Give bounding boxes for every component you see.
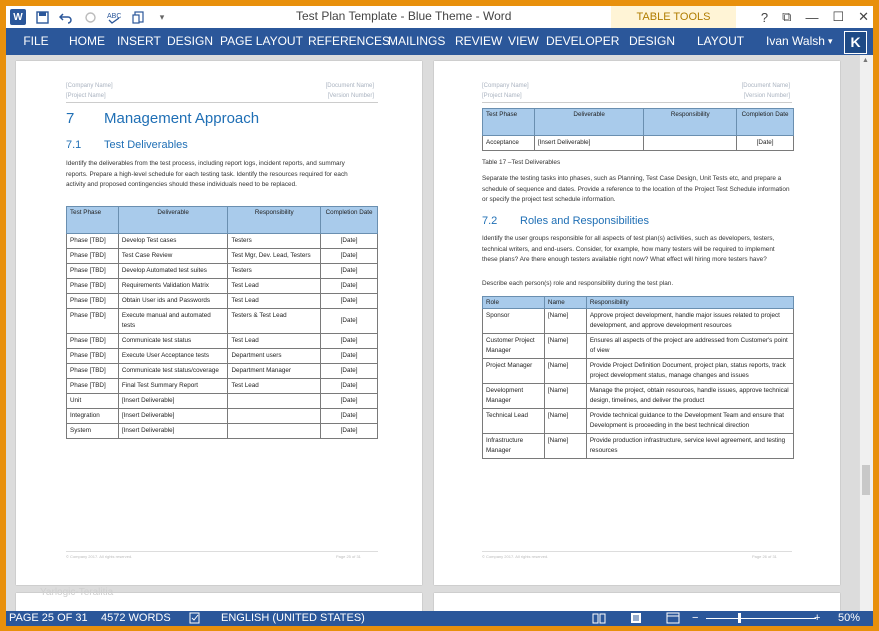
table-row — [67, 379, 378, 394]
table-row — [483, 434, 794, 459]
deliverables-table — [66, 206, 378, 439]
heading-number: 7 — [66, 110, 75, 127]
tab-page-layout[interactable]: PAGE LAYOUT — [220, 34, 303, 48]
table-cell[interactable]: Testers & Test Lead — [228, 309, 321, 334]
quick-access-toolbar — [6, 6, 170, 28]
header-document-name: [Document Name] — [325, 83, 374, 89]
paragraph-schedule: Separate the testing tasks into phases, such as Planning, Test Case Design, Unit Tests etc, and prepare a schedule of sequence and dates. Provide a reference to the location of the Project Test Schedule information or specify the project test schedule information. — [482, 175, 790, 203]
table-row — [67, 394, 378, 409]
table-cell[interactable]: Development Manager — [483, 384, 545, 409]
deliverables-table-body — [483, 136, 794, 151]
table-cell[interactable]: [Insert Deliverable] — [118, 424, 228, 439]
table-cell[interactable]: Develop Automated test suites — [118, 264, 228, 279]
paragraph-describe-roles: Describe each person(s) role and responsibility during the test plan. — [482, 280, 674, 287]
deliverables-table-body — [67, 234, 378, 439]
minimize-icon[interactable]: — — [805, 9, 819, 25]
zoom-slider[interactable] — [706, 618, 816, 619]
table-cell[interactable] — [644, 136, 737, 151]
heading-management-approach: Management Approach — [104, 110, 260, 127]
table-row — [67, 364, 378, 379]
header-version-number: [Version Number] — [743, 93, 790, 99]
table-caption: Table 17 –Test Deliverables — [482, 159, 561, 166]
tab-references[interactable]: REFERENCES — [308, 34, 391, 48]
help-icon[interactable]: ? — [760, 9, 769, 25]
subheading-test-deliverables: Test Deliverables — [104, 139, 188, 151]
proofing-icon[interactable] — [189, 612, 201, 626]
header-rule — [66, 102, 378, 103]
table-cell[interactable]: Department users — [228, 349, 321, 364]
header-company-name: [Company Name] — [66, 83, 113, 89]
subheading-number: 7.2 — [482, 215, 498, 227]
header-project-name: [Project Name] — [482, 93, 522, 99]
zoom-slider-handle[interactable] — [738, 613, 741, 623]
table-cell[interactable]: [Date] — [321, 379, 378, 394]
table-cell[interactable]: Requirements Validation Matrix — [118, 279, 228, 294]
table-row — [483, 409, 794, 434]
table-row — [483, 309, 794, 334]
table-row — [67, 234, 378, 249]
header-rule — [482, 102, 792, 103]
tab-file[interactable]: FILE — [12, 28, 60, 55]
table-row — [67, 249, 378, 264]
print-layout-icon[interactable] — [630, 612, 642, 626]
table-cell[interactable]: Test Lead — [228, 294, 321, 309]
page-28-preview[interactable] — [434, 593, 840, 611]
footer-page-number: Page 25 of 31 — [336, 554, 361, 559]
table-cell[interactable]: Unit — [67, 394, 119, 409]
tab-insert[interactable]: INSERT — [117, 34, 161, 48]
tab-table-layout[interactable]: LAYOUT — [697, 34, 745, 48]
table-cell[interactable]: Phase [TBD] — [67, 294, 119, 309]
ribbon-display-icon[interactable]: ⧉ — [782, 9, 792, 24]
table-cell[interactable]: Phase [TBD] — [67, 349, 119, 364]
table-cell[interactable]: Phase [TBD] — [67, 234, 119, 249]
col-test-phase: Test Phase — [67, 207, 119, 234]
table-row — [67, 264, 378, 279]
window-title: Test Plan Template - Blue Theme - Word — [296, 9, 512, 23]
table-row — [67, 334, 378, 349]
table-cell[interactable]: Test Mgr, Dev. Lead, Testers — [228, 249, 321, 264]
table-row — [67, 409, 378, 424]
table-cell[interactable]: [Name] — [544, 359, 586, 384]
table-cell[interactable]: [Name] — [544, 334, 586, 359]
col-completion-date: Completion Date — [737, 109, 794, 136]
table-cell[interactable]: Test Lead — [228, 379, 321, 394]
table-cell[interactable] — [228, 409, 321, 424]
table-cell[interactable]: Phase [TBD] — [67, 309, 119, 334]
col-deliverable: Deliverable — [534, 109, 644, 136]
table-cell[interactable]: Obtain User ids and Passwords — [118, 294, 228, 309]
table-cell[interactable]: [Insert Deliverable] — [534, 136, 644, 151]
word-window — [6, 6, 873, 626]
zoom-level[interactable]: 50% — [838, 612, 861, 624]
watermark-text: Yarlogic-Teralitia — [40, 587, 114, 598]
table-cell[interactable]: Phase [TBD] — [67, 334, 119, 349]
table-cell[interactable]: Testers — [228, 264, 321, 279]
save-icon[interactable] — [34, 9, 50, 25]
table-cell[interactable]: [Date] — [321, 309, 378, 334]
zoom-out-button[interactable]: − — [692, 612, 699, 624]
table-cell[interactable]: Provide technical guidance to the Development Team and ensure that Development is proceeding in the best technical direction — [586, 409, 793, 434]
table-cell[interactable]: [Date] — [321, 349, 378, 364]
paragraph-deliverables: Identify the deliverables from the test process, including report logs, incident reports, and summary reports. Prepare a high-level schedule for each testing task. Identify the resources required for each activity and proposed contingencies should these individuals need to be replaced. — [66, 160, 348, 188]
redo-icon[interactable] — [82, 9, 98, 25]
status-bar — [6, 611, 873, 626]
user-name[interactable]: Ivan Walsh — [766, 34, 825, 48]
word-logo-icon: W — [10, 9, 26, 25]
table-cell[interactable] — [228, 424, 321, 439]
table-cell[interactable]: [Date] — [321, 264, 378, 279]
table-cell[interactable]: [Date] — [321, 394, 378, 409]
table-cell[interactable]: Phase [TBD] — [67, 264, 119, 279]
table-row — [67, 279, 378, 294]
table-cell[interactable]: Sponsor — [483, 309, 545, 334]
footer-rule — [66, 551, 378, 552]
header-document-name: [Document Name] — [741, 83, 790, 89]
document-workspace[interactable] — [6, 55, 873, 611]
window-controls — [761, 6, 869, 28]
table-cell[interactable]: Department Manager — [228, 364, 321, 379]
table-cell[interactable]: System — [67, 424, 119, 439]
customize-toolbar-icon[interactable]: ▾ — [159, 11, 165, 22]
page-26[interactable] — [434, 61, 840, 585]
col-role: Role — [483, 297, 545, 309]
col-responsibility: Responsibility — [228, 207, 321, 234]
table-cell[interactable]: Execute manual and automated tests — [118, 309, 228, 334]
table-cell[interactable]: [Date] — [321, 279, 378, 294]
table-cell[interactable]: Customer Project Manager — [483, 334, 545, 359]
col-responsibility: Responsibility — [586, 297, 793, 309]
header-project-name: [Project Name] — [66, 93, 106, 99]
table-cell[interactable]: Test Case Review — [118, 249, 228, 264]
table-cell[interactable]: Communicate test status — [118, 334, 228, 349]
table-row — [483, 334, 794, 359]
table-row — [67, 349, 378, 364]
word-count[interactable]: 4572 WORDS — [101, 612, 171, 624]
header-version-number: [Version Number] — [327, 93, 374, 99]
table-cell[interactable]: Provide Project Definition Document, project plan, status reports, track project development status, manage changes and issues — [586, 359, 793, 384]
page-count[interactable]: PAGE 25 OF 31 — [9, 612, 88, 624]
table-cell[interactable]: [Name] — [544, 384, 586, 409]
table-row — [483, 136, 794, 151]
scrollbar-thumb[interactable] — [862, 465, 870, 495]
table-row — [483, 384, 794, 409]
col-test-phase: Test Phase — [483, 109, 535, 136]
user-dropdown-icon[interactable]: ▾ — [828, 36, 833, 46]
table-cell[interactable]: Phase [TBD] — [67, 364, 119, 379]
table-cell[interactable]: [Date] — [321, 334, 378, 349]
roles-table — [482, 296, 794, 459]
subheading-roles-responsibilities: Roles and Responsibilities — [520, 215, 650, 227]
footer-copyright: © Company 2017. All rights reserved. — [482, 554, 549, 559]
table-cell[interactable]: Develop Test cases — [118, 234, 228, 249]
col-responsibility: Responsibility — [644, 109, 737, 136]
spelling-icon[interactable] — [106, 9, 122, 25]
table-cell[interactable]: [Date] — [321, 294, 378, 309]
table-cell[interactable]: [Date] — [321, 364, 378, 379]
table-cell[interactable] — [228, 394, 321, 409]
table-cell[interactable]: Phase [TBD] — [67, 279, 119, 294]
table-cell[interactable]: Acceptance — [483, 136, 535, 151]
table-cell[interactable]: [Date] — [321, 249, 378, 264]
table-cell[interactable]: Ensures all aspects of the project are addressed from Customer's point of view — [586, 334, 793, 359]
new-document-icon[interactable] — [130, 9, 146, 25]
table-tools-label: TABLE TOOLS — [611, 6, 736, 28]
col-deliverable: Deliverable — [118, 207, 228, 234]
table-row — [67, 309, 378, 334]
ribbon-tabs — [6, 28, 873, 55]
table-cell[interactable]: Technical Lead — [483, 409, 545, 434]
table-row — [67, 424, 378, 439]
table-cell[interactable]: [Insert Deliverable] — [118, 394, 228, 409]
table-cell[interactable]: [Insert Deliverable] — [118, 409, 228, 424]
undo-icon[interactable] — [58, 9, 74, 25]
table-cell[interactable]: Integration — [67, 409, 119, 424]
tab-developer[interactable]: DEVELOPER — [546, 34, 620, 48]
table-cell[interactable]: [Date] — [321, 424, 378, 439]
table-cell[interactable]: [Name] — [544, 434, 586, 459]
table-cell[interactable]: Final Test Summary Report — [118, 379, 228, 394]
read-mode-icon[interactable] — [592, 612, 606, 626]
tab-mailings[interactable]: MAILINGS — [388, 34, 446, 48]
table-cell[interactable]: [Name] — [544, 309, 586, 334]
tab-home[interactable]: HOME — [69, 34, 105, 48]
table-cell[interactable]: [Date] — [321, 234, 378, 249]
table-cell[interactable]: Infrastructure Manager — [483, 434, 545, 459]
footer-copyright: © Company 2017. All rights reserved. — [66, 554, 133, 559]
table-cell[interactable]: Phase [TBD] — [67, 379, 119, 394]
table-cell[interactable]: Phase [TBD] — [67, 249, 119, 264]
tab-design[interactable]: DESIGN — [167, 34, 214, 48]
table-row — [67, 294, 378, 309]
roles-table-body — [483, 309, 794, 459]
page-25[interactable] — [16, 61, 422, 585]
table-cell[interactable]: Testers — [228, 234, 321, 249]
close-icon[interactable]: ✕ — [858, 9, 869, 24]
title-bar — [6, 6, 873, 28]
table-cell[interactable]: [Name] — [544, 409, 586, 434]
paragraph-user-groups: Identify the user groups responsible for all aspects of test plan(s) activities, such as developers, testers, technical writers, and end-users. Consider, for example, how many testers will be required to implement these plans? Are there enough testers available right now? What effect will hiring more testers have? — [482, 235, 775, 263]
header-company-name: [Company Name] — [482, 83, 529, 89]
language[interactable]: ENGLISH (UNITED STATES) — [221, 612, 365, 624]
tab-table-design[interactable]: DESIGN — [629, 34, 676, 48]
zoom-in-button[interactable]: + — [814, 612, 821, 624]
table-cell[interactable]: Communicate test status/coverage — [118, 364, 228, 379]
col-name: Name — [544, 297, 586, 309]
footer-page-number: Page 26 of 31 — [752, 554, 777, 559]
tab-view[interactable]: VIEW — [508, 34, 539, 48]
scroll-up-icon[interactable]: ▲ — [862, 57, 869, 64]
web-layout-icon[interactable] — [666, 612, 680, 626]
subheading-number: 7.1 — [66, 139, 82, 151]
table-cell[interactable]: [Date] — [321, 409, 378, 424]
footer-rule — [482, 551, 792, 552]
maximize-icon[interactable]: ☐ — [832, 9, 845, 24]
table-cell[interactable]: Project Manager — [483, 359, 545, 384]
table-cell[interactable]: Approve project development, handle major issues related to project development, and approve development resources — [586, 309, 793, 334]
deliverables-table-continued — [482, 108, 794, 151]
table-cell[interactable]: Manage the project, obtain resources, handle issues, approve technical design, timelines, and deliver the product — [586, 384, 793, 409]
table-cell[interactable]: Test Lead — [228, 334, 321, 349]
table-cell[interactable]: Provide production infrastructure, service level agreement, and testing resources — [586, 434, 793, 459]
col-completion-date: Completion Date — [321, 207, 378, 234]
table-cell[interactable]: Execute User Acceptance tests — [118, 349, 228, 364]
avatar[interactable]: K — [844, 31, 867, 54]
table-cell[interactable]: [Date] — [737, 136, 794, 151]
table-cell[interactable]: Test Lead — [228, 279, 321, 294]
vertical-scrollbar[interactable] — [859, 55, 873, 611]
tab-review[interactable]: REVIEW — [455, 34, 503, 48]
svg-text:ABC: ABC — [107, 12, 121, 20]
table-row — [483, 359, 794, 384]
